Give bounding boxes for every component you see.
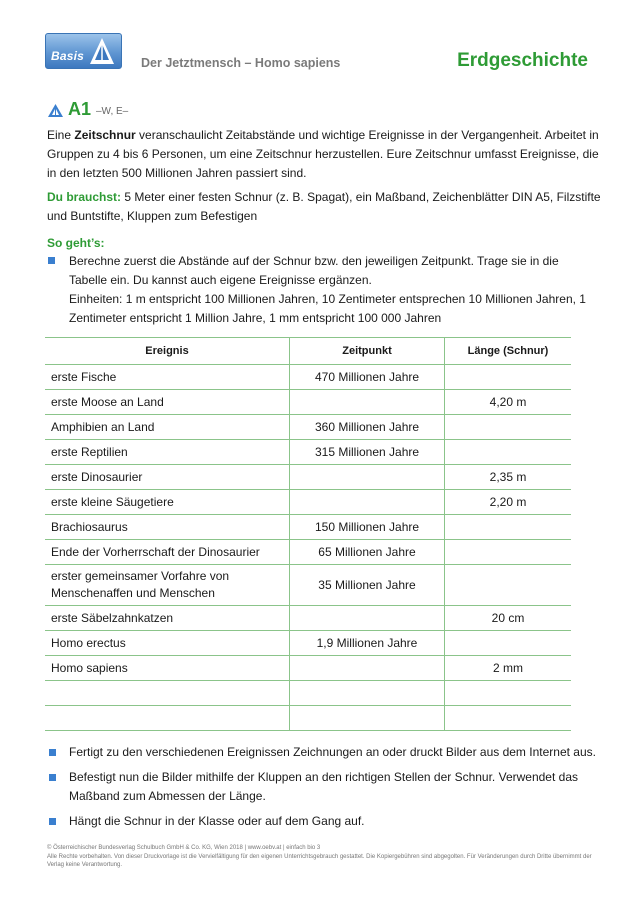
length-cell: 2 mm (445, 656, 572, 681)
event-cell: Brachiosaurus (45, 515, 290, 540)
length-cell (445, 565, 572, 606)
time-cell: 35 Millionen Jahre (290, 565, 445, 606)
length-cell (445, 681, 572, 706)
square-bullet-icon (49, 749, 56, 756)
time-cell (290, 465, 445, 490)
table-row (45, 706, 571, 731)
basis-logo (45, 33, 122, 69)
time-cell (290, 656, 445, 681)
time-cell: 360 Millionen Jahre (290, 415, 445, 440)
event-cell: Homo sapiens (45, 656, 290, 681)
column-header: Ereignis (45, 338, 290, 365)
table-row (45, 465, 571, 490)
task-intro: Eine Zeitschnur veranschaulicht Zeitabstände und wichtige Ereignisse in der Vergangenheit. Arbeitet in Gruppen zu 4 bis 6 Personen, um eine Zeitschnur herzustellen. Eure Zeitschnur umfasst Ereignisse, die in den letzten 500 Millionen Jahren passiert sind. (47, 128, 599, 180)
table-row (45, 606, 571, 631)
length-cell: 20 cm (445, 606, 572, 631)
length-cell: 2,35 m (445, 465, 572, 490)
length-cell (445, 631, 572, 656)
square-bullet-icon (49, 818, 56, 825)
event-cell: Homo erectus (45, 631, 290, 656)
table-row (45, 515, 571, 540)
length-cell (445, 440, 572, 465)
length-cell (445, 515, 572, 540)
materials-paragraph: Du brauchst: 5 Meter einer festen Schnur (z. B. Spagat), ein Maßband, Zeichenblätter DIN A5, Filzstifte und Buntstifte, Kluppen zum Befestigen (47, 190, 601, 223)
time-cell: 315 Millionen Jahre (290, 440, 445, 465)
table-row (45, 656, 571, 681)
event-cell: erste Dinosaurier (45, 465, 290, 490)
column-header: Länge (Schnur) (445, 338, 572, 365)
table-row (45, 490, 571, 515)
length-cell (445, 706, 572, 731)
task-meta: –W, E– (96, 106, 129, 117)
square-bullet-icon (48, 257, 55, 264)
howto-heading: So geht’s: (47, 236, 105, 250)
event-cell: erste Reptilien (45, 440, 290, 465)
column-header: Zeitpunkt (290, 338, 445, 365)
time-cell (290, 706, 445, 731)
square-bullet-icon (49, 774, 56, 781)
event-cell: erste Moose an Land (45, 390, 290, 415)
time-cell: 150 Millionen Jahre (290, 515, 445, 540)
step-1: Berechne zuerst die Abstände auf der Schnur bzw. den jeweiligen Zeitpunkt. Trage sie in die Tabelle ein. Du kannst auch eigene Ereignisse ergänzen. Einheiten: 1 m entspricht 100 Millionen Jahren, 10 Zentimeter entsprechen 10 Millionen Jahren, 1 Zentimeter entspricht 1 Million Jahre, 1 mm entspricht 100 000 Jahren (69, 254, 586, 325)
length-cell: 4,20 m (445, 390, 572, 415)
time-cell: 470 Millionen Jahre (290, 365, 445, 390)
time-cell: 65 Millionen Jahre (290, 540, 445, 565)
event-cell: erste Fische (45, 365, 290, 390)
event-cell: erste Säbelzahnkatzen (45, 606, 290, 631)
table-row (45, 365, 571, 390)
list-item: Befestigt nun die Bilder mithilfe der Kluppen an den richtigen Stellen der Schnur. Verwendet das Maßband zum Abmessen der Länge. (45, 768, 605, 806)
time-cell: 1,9 Millionen Jahre (290, 631, 445, 656)
keyword-zeitschnur: Zeitschnur (74, 128, 136, 142)
list-item: Hängt die Schnur in der Klasse oder auf dem Gang auf. (45, 812, 605, 831)
event-cell: erster gemeinsamer Vorfahre von Menschenaffen und Menschen (45, 565, 290, 606)
time-cell (290, 606, 445, 631)
task-number: A1 (68, 99, 92, 119)
event-cell (45, 681, 290, 706)
table-row (45, 565, 571, 606)
bottom-steps (45, 743, 605, 837)
table-row (45, 440, 571, 465)
triangle-logo-icon (89, 37, 115, 65)
triangle-task-icon (48, 104, 63, 117)
time-cell (290, 681, 445, 706)
event-cell: Ende der Vorherrschaft der Dinosaurier (45, 540, 290, 565)
table-header-row (45, 338, 571, 365)
copyright-footer: © Österreichischer Bundesverlag Schulbuch GmbH & Co. KG, Wien 2018 | www.oebv.at | einfach bio 3 Alle Rechte vorbehalten. Von dieser Druckvorlage ist die Vervielfältigung für den eigenen Unterrichtsgebrauch gestattet. Die Kopiergebühren sind abgegolten. Für Veränderungen durch Dritte übernimmt der Verlag keine Verantwortung. (47, 845, 592, 868)
time-cell (290, 490, 445, 515)
time-cell (290, 390, 445, 415)
event-cell: Amphibien an Land (45, 415, 290, 440)
list-item: Fertigt zu den verschiedenen Ereignissen Zeichnungen an oder druckt Bilder aus dem Internet aus. (45, 743, 605, 762)
length-cell (445, 415, 572, 440)
page-topic: Erdgeschichte (457, 50, 588, 71)
event-cell (45, 706, 290, 731)
table-row (45, 540, 571, 565)
event-cell: erste kleine Säugetiere (45, 490, 290, 515)
events-table (45, 337, 571, 731)
table-row (45, 681, 571, 706)
table-row (45, 631, 571, 656)
page-subtitle: Der Jetztmensch – Homo sapiens (141, 56, 341, 70)
length-cell (445, 540, 572, 565)
materials-label: Du brauchst: (47, 190, 122, 204)
logo-text: Basis (51, 49, 85, 63)
length-cell (445, 365, 572, 390)
length-cell: 2,20 m (445, 490, 572, 515)
table-row (45, 415, 571, 440)
table-row (45, 390, 571, 415)
